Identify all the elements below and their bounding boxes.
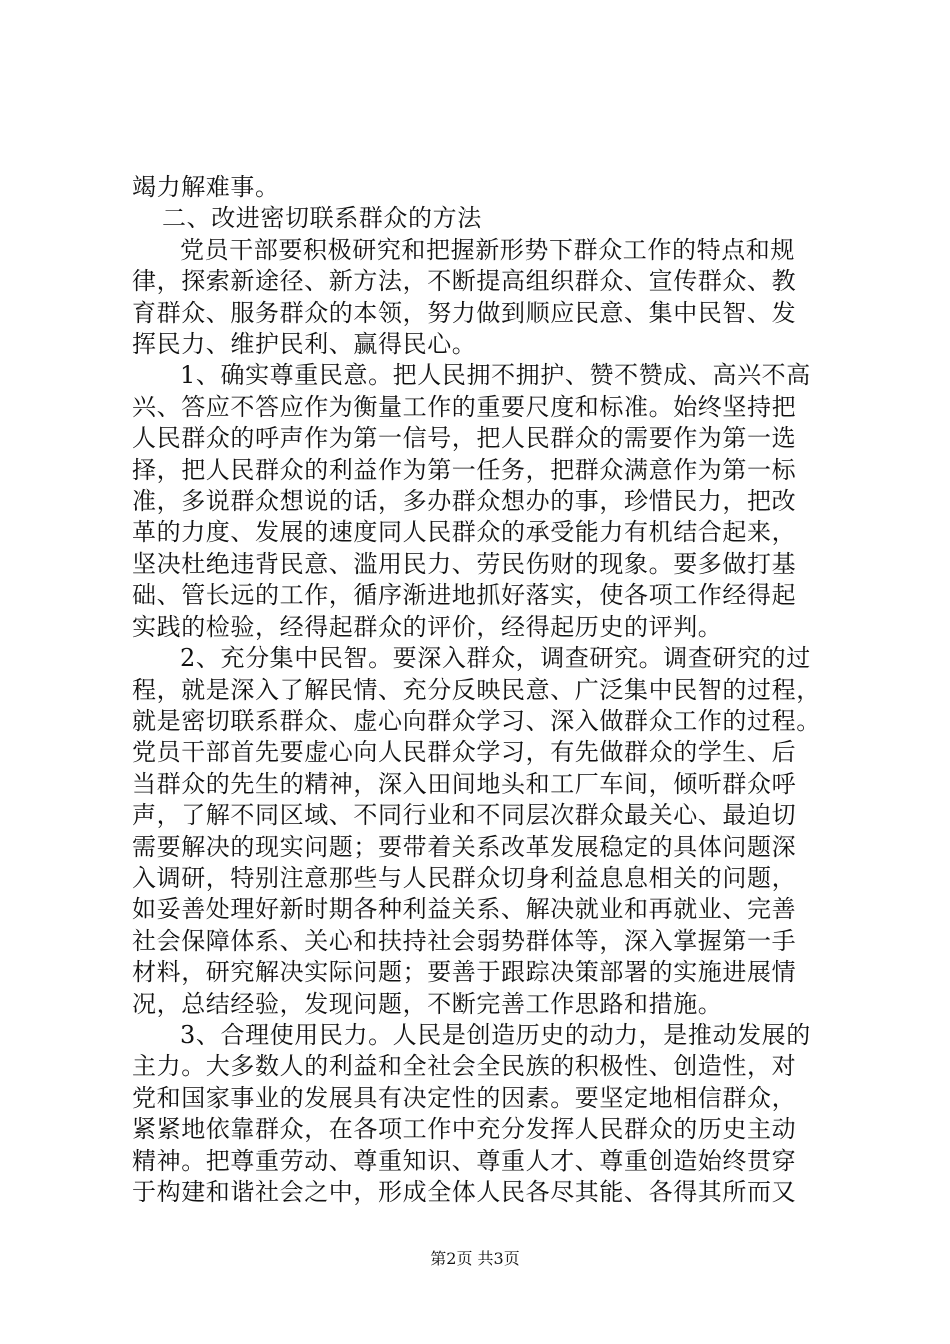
text-line: 准，多说群众想说的话，多办群众想办的事，珍惜民力，把改: [132, 487, 797, 516]
page-number-footer: 第2页 共3页: [430, 1249, 520, 1268]
text-line: 党员干部要积极研究和把握新形势下群众工作的特点和规: [180, 235, 795, 264]
document-body: [132, 172, 832, 1208]
text-line: 当群众的先生的精神，深入田间地头和工厂车间，倾听群众呼: [132, 769, 797, 798]
text-line: 础、管长远的工作，循序渐进地抓好落实，使各项工作经得起: [132, 581, 797, 610]
text-line: 况，总结经验，发现问题，不断完善工作思路和措施。: [132, 989, 723, 1018]
text-line: 材料，研究解决实际问题；要善于跟踪决策部署的实施进展情: [132, 958, 797, 987]
text-line: 3、合理使用民力。人民是创造历史的动力，是推动发展的: [180, 1020, 811, 1049]
text-line: 挥民力、维护民利、赢得民心。: [132, 330, 477, 359]
text-line: 2、充分集中民智。要深入群众，调查研究。调查研究的过: [180, 644, 811, 673]
text-line: 主力。大多数人的利益和全社会全民族的积极性、创造性，对: [132, 1052, 797, 1081]
text-line: 党和国家事业的发展具有决定性的因素。要坚定地相信群众，: [132, 1083, 797, 1112]
text-line: 声，了解不同区域、不同行业和不同层次群众最关心、最迫切: [132, 801, 797, 830]
text-line: 1、确实尊重民意。把人民拥不拥护、赞不赞成、高兴不高: [180, 361, 811, 390]
text-line: 精神。把尊重劳动、尊重知识、尊重人才、尊重创造始终贯穿: [132, 1146, 797, 1175]
text-line: 如妥善处理好新时期各种利益关系、解决就业和再就业、完善: [132, 895, 797, 924]
text-line: 紧紧地依靠群众，在各项工作中充分发挥人民群众的历史主动: [132, 1115, 797, 1144]
text-line: 择，把人民群众的利益作为第一任务，把群众满意作为第一标: [132, 455, 797, 484]
text-line: 需要解决的现实问题；要带着关系改革发展稳定的具体问题深: [132, 832, 797, 861]
text-line: 兴、答应不答应作为衡量工作的重要尺度和标准。始终坚持把: [132, 392, 797, 421]
text-line: 人民群众的呼声作为第一信号，把人民群众的需要作为第一选: [132, 424, 797, 453]
text-line: 程，就是深入了解民情、充分反映民意、广泛集中民智的过程，: [132, 675, 821, 704]
text-line: 入调研，特别注意那些与人民群众切身利益息息相关的问题，: [132, 863, 797, 892]
text-line: 社会保障体系、关心和扶持社会弱势群体等，深入掌握第一手: [132, 926, 797, 955]
text-line: 育群众、服务群众的本领，努力做到顺应民意、集中民智、发: [132, 298, 797, 327]
text-line: 党员干部首先要虚心向人民群众学习，有先做群众的学生、后: [132, 738, 797, 767]
text-line: 革的力度、发展的速度同人民群众的承受能力有机结合起来，: [132, 518, 797, 547]
text-line: 竭力解难事。: [132, 173, 280, 201]
text-line: 于构建和谐社会之中，形成全体人民各尽其能、各得其所而又: [132, 1178, 797, 1206]
text-line: 实践的检验，经得起群众的评价，经得起历史的评判。: [132, 612, 723, 641]
text-line: 就是密切联系群众、虚心向群众学习、深入做群众工作的过程。: [132, 706, 821, 735]
text-line: 律，探索新途径、新方法，不断提高组织群众、宣传群众、教: [132, 267, 797, 296]
text-line: 坚决杜绝违背民意、滥用民力、劳民伤财的现象。要多做打基: [132, 549, 797, 578]
text-line: 二、改进密切联系群众的方法: [162, 204, 482, 233]
